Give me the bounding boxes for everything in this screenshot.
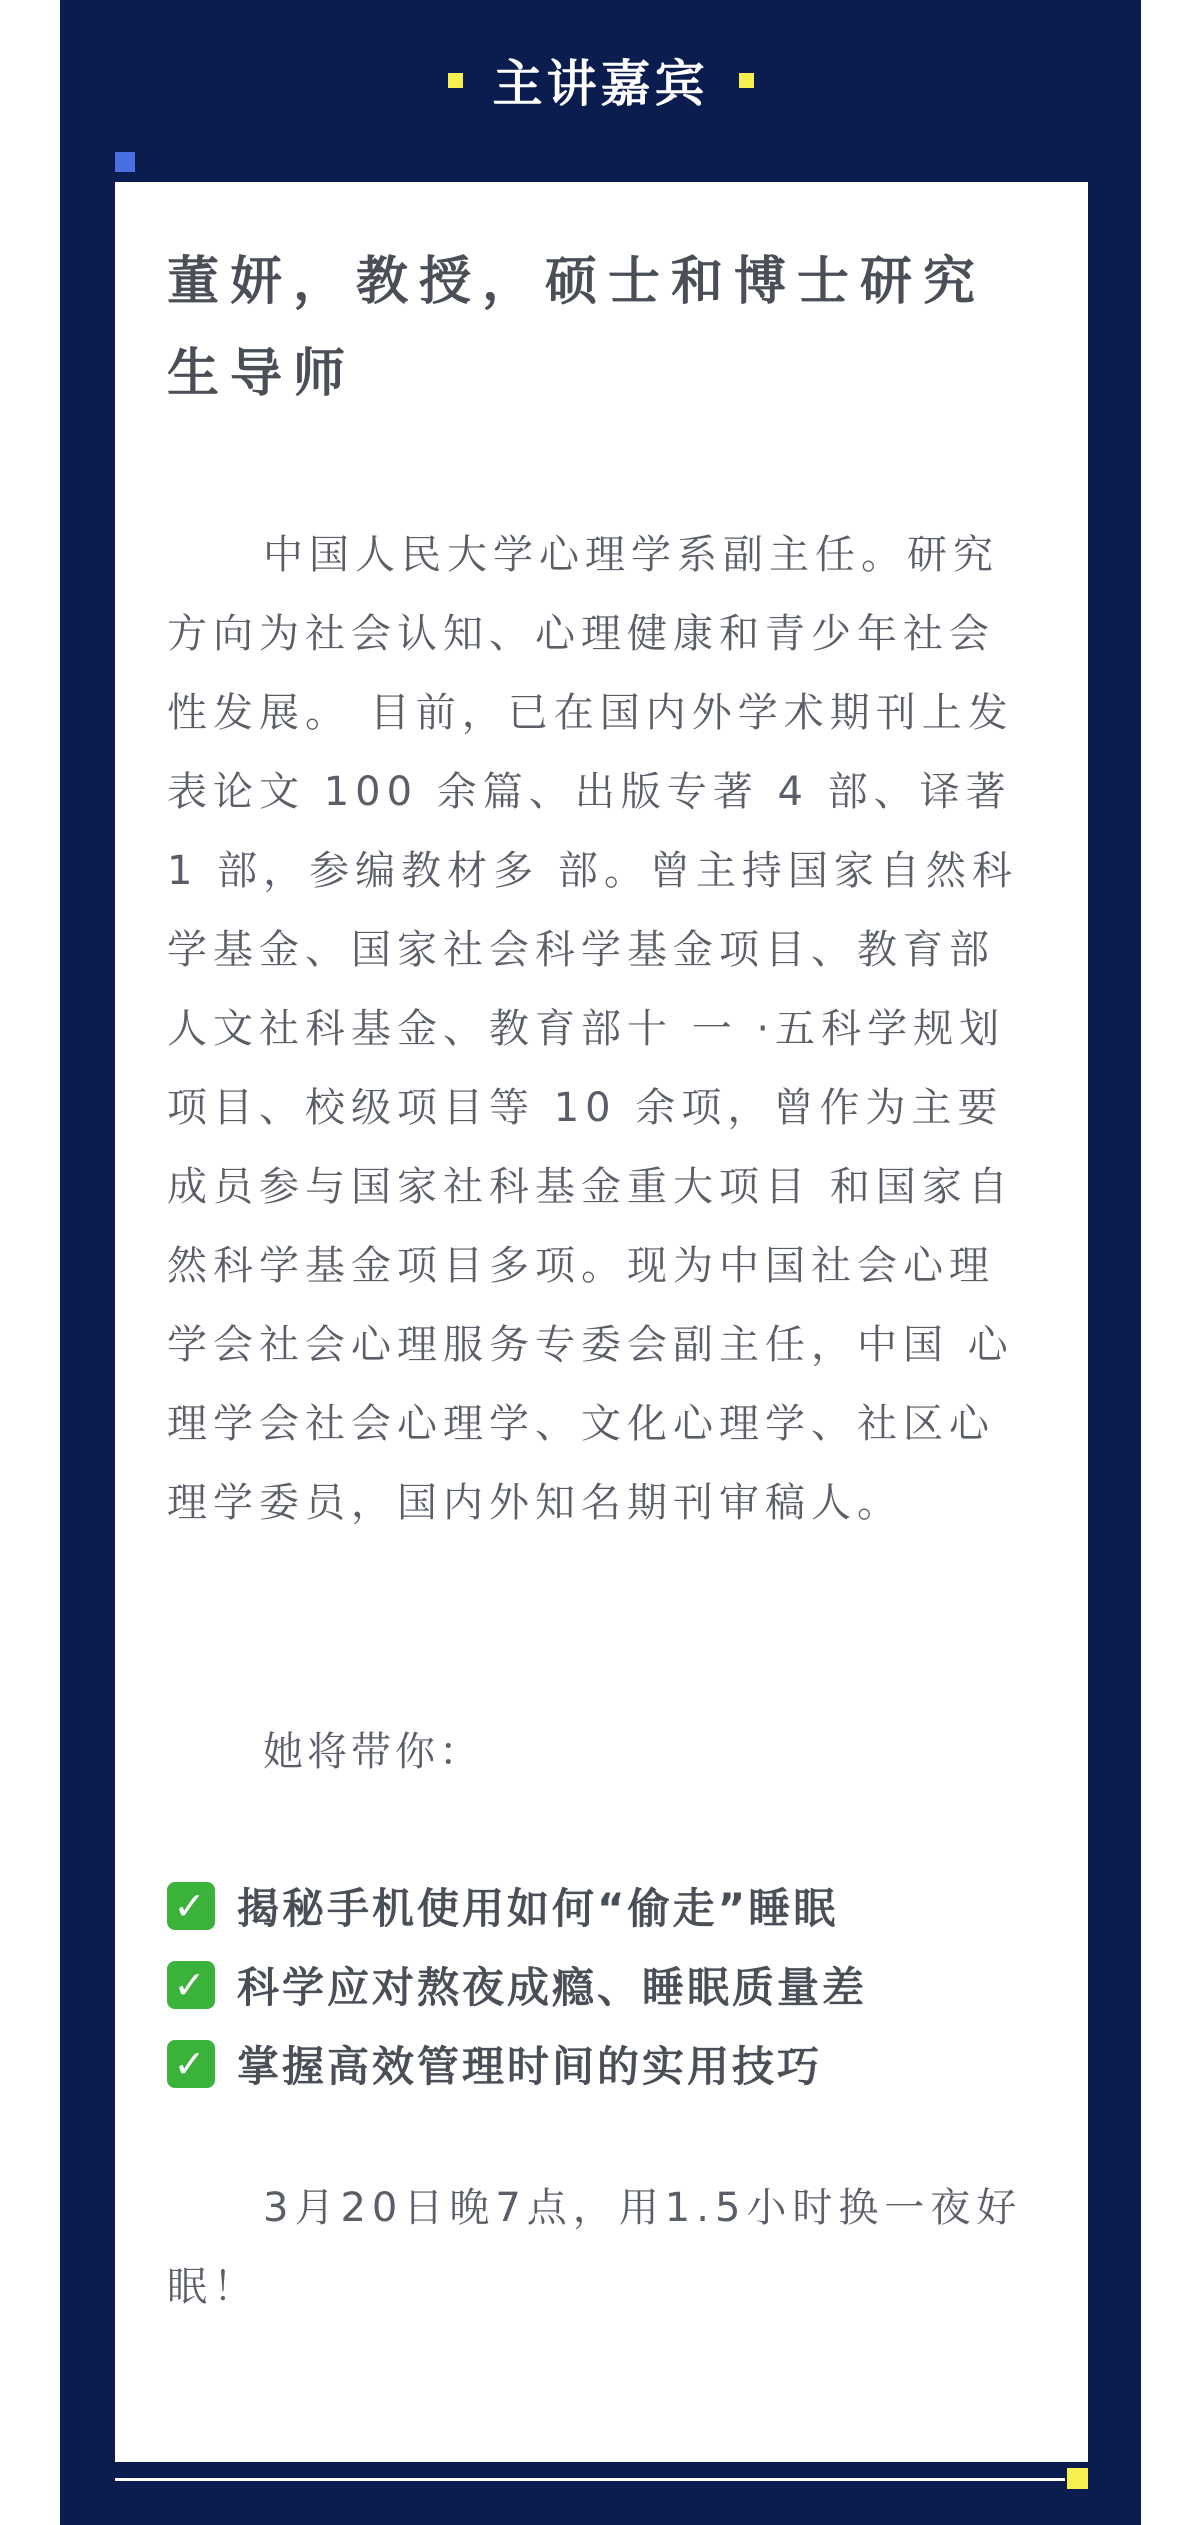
benefit-text: 掌握高效管理时间的实用技巧 (237, 2041, 823, 2091)
yellow-square-decoration-left (448, 73, 463, 88)
benefit-item (167, 1945, 1036, 2024)
benefit-item (167, 2024, 1036, 2103)
yellow-square-decoration-bottom (1067, 2468, 1088, 2489)
benefit-text: 科学应对熬夜成瘾、睡眠质量差 (237, 1962, 868, 2012)
content-card (115, 182, 1088, 2462)
section-header (60, 0, 1141, 160)
blue-square-decoration (115, 152, 135, 172)
bottom-divider-line (115, 2478, 1065, 2481)
section-title: 主讲嘉宾 (492, 55, 709, 113)
check-mark-icon: ✓ (167, 1882, 215, 1930)
yellow-square-decoration-right (739, 73, 754, 88)
check-mark-icon: ✓ (167, 1961, 215, 2009)
benefits-intro: 她将带你： (263, 1729, 483, 1775)
check-mark-icon: ✓ (167, 2040, 215, 2088)
navy-frame (60, 0, 1141, 2525)
benefit-item (167, 1866, 1036, 1945)
guest-name-heading: 董妍，教授，硕士和博士研究生导师 (167, 252, 987, 404)
benefit-text: 揭秘手机使用如何“偷走”睡眠 (237, 1883, 839, 1933)
guest-bio: 中国人民大学心理学系副主任。研究方向为社会认知、心理健康和青少年社会性发展。 目前，已在国内外学术期刊上发表论文 100 余篇、出版专著 4 部、译著 1 部，参编教材多 部。曾主持国家自然科学基金、国家社会科学基金项目、教育部人文社科基金、教育部十 一 ·五科学规划项目、校级项目等 10 余项，曾作为主要成员参与国家社科基金重大项目 和国家自然科学基金项目多项。现为中国社会心理学会社会心理服务专委会副主任，中国 心理学会社会心理学、文化心理学、社区心理学委员，国内外知名期刊审稿人。 (167, 532, 1018, 1526)
event-time-closing: 3月20日晚7点，用1.5小时换一夜好眠！ (167, 2185, 1023, 2310)
benefits-list (167, 1866, 1036, 2103)
